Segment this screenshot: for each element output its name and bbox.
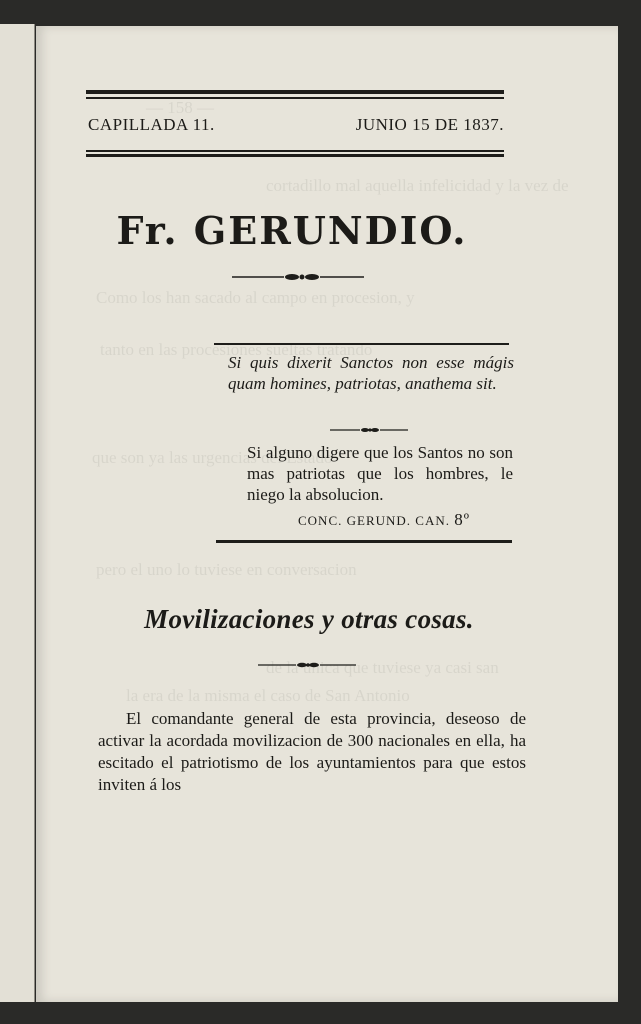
header-rule-thick [86, 90, 504, 94]
show-through-text: tanto en las procesiones sueltas tratando [100, 340, 373, 359]
show-through-text: — 158 — [146, 98, 214, 117]
facing-page-edge [0, 24, 35, 1002]
epigraph-spanish [229, 442, 513, 505]
article-paragraph: El comandante general de esta provincia, deseoso de activar la acordada movilizacion de 300 nacionales en ella, ha escitado el patriotismo de los ayuntamientos para que estos inviten á los [98, 709, 526, 794]
issue-date: JUNIO 15 DE 1837. [355, 115, 504, 134]
header-rule-thin [86, 97, 504, 99]
flourish-ornament-icon [232, 272, 364, 282]
show-through-text: cortadillo mal aquella infelicidad y la vez de [266, 176, 569, 195]
newspaper-page [36, 26, 618, 1002]
epigraph-latin: Si quis dixerit Sanctos non esse mágis quam homines, patriotas, anathema sit. [228, 353, 514, 393]
epigraph-top-rule [214, 343, 509, 345]
masthead-title: Fr. GERUNDIO. [116, 208, 468, 253]
issue-header [88, 115, 504, 135]
show-through-text: Como los han sacado al campo en procesion, y [96, 288, 415, 307]
article-body [98, 708, 526, 796]
citation-text: CONC. GERUND. CAN. [298, 513, 450, 528]
title-ornament-icon [258, 660, 356, 670]
show-through-text: de la unica que tuviese ya casi san [266, 658, 499, 677]
show-through-text: pero el uno lo tuviese en conversacion [96, 560, 357, 579]
show-through-text: que son ya las urgencias del Estado [92, 448, 333, 467]
header-rule-thick [86, 154, 504, 157]
article-title: Movilizaciones y otras cosas. [144, 604, 474, 634]
epigraph-bottom-rule [216, 540, 512, 543]
citation-number: 8º [454, 510, 471, 529]
epigraph-spanish-text: Si alguno digere que los Santos no son mas patriotas que los hombres, le niego la absolucion. [247, 443, 513, 504]
show-through-text: la era de la misma el caso de San Antonio [126, 686, 410, 705]
issue-number: CAPILLADA 11. [88, 115, 215, 134]
header-rule-thin [86, 150, 504, 152]
small-ornament-icon [330, 425, 408, 435]
epigraph-citation [298, 510, 470, 530]
